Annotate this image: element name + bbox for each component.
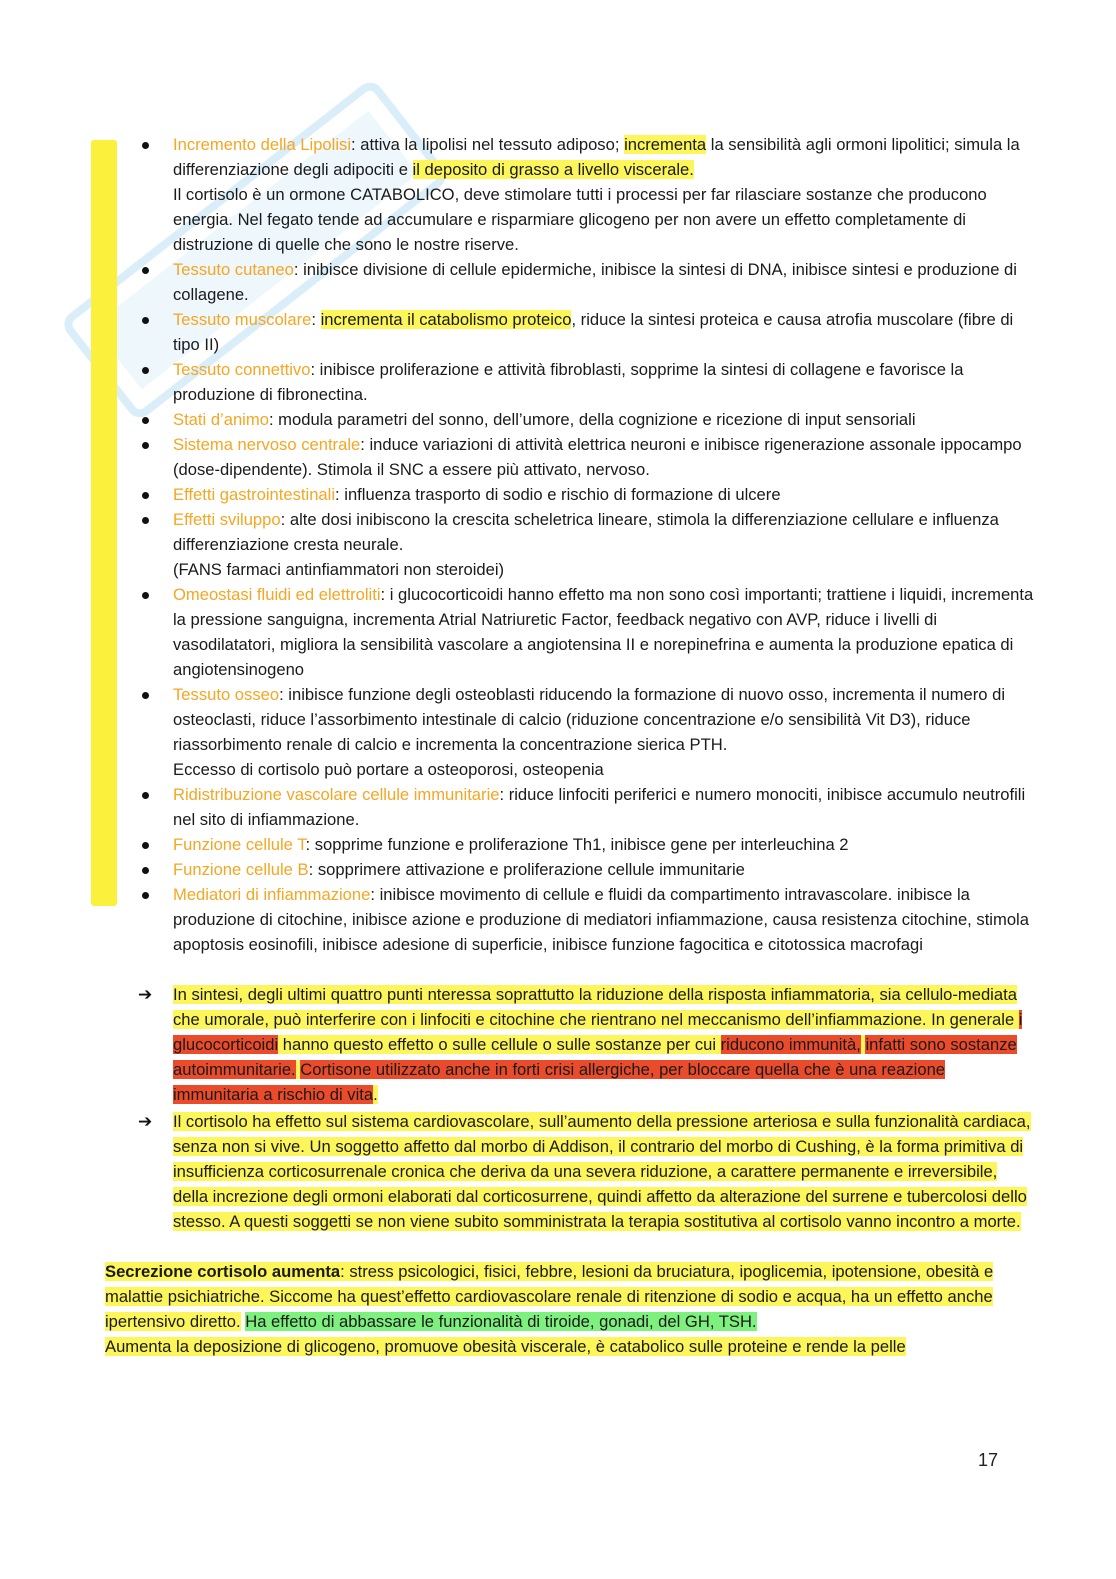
document-body xyxy=(105,132,1035,1376)
list-item: Tessuto osseo: inibisce funzione degli osteoblasti riducendo la formazione di nuovo osso, incrementa il numero di osteoclasti, riduce l’assorbimento intestinale di calcio (riduzione concentrazione e/o sensibilità Vit D3), riduce riassorbimento renale di calcio e incrementa la concentrazione sierica PTH. Eccesso di cortisolo può portare a osteoporosi, osteopenia xyxy=(105,682,1035,782)
list-item: Ridistribuzione vascolare cellule immunitarie: riduce linfociti periferici e numero monociti, inibisce accumulo neutrofili nel sito di infiammazione. xyxy=(105,782,1035,832)
arrow-icon: ➔ xyxy=(138,985,153,1004)
summary-item: ➔ In sintesi, degli ultimi quattro punti nteressa soprattutto la riduzione della risposta infiammatoria, sia cellulo-mediata che umorale, può interferire con i linfociti e citochine che rientrano nel meccanismo dell’infiammazione. In generale i glucocorticoidi hanno questo effetto o sulle cellule o sulle sostanze per cui riducono immunità, infatti sono sostanze autoimmunitarie. Cortisone utilizzato anche in forti crisi allergiche, per bloccare quella che è una reazione immunitaria a rischio di vita. xyxy=(105,982,1035,1107)
list-item: Effetti sviluppo: alte dosi inibiscono la crescita scheletrica lineare, stimola la differenziazione cellulare e influenza differenziazione cresta neurale. (FANS farmaci antinfiammatori non steroidei) xyxy=(105,507,1035,582)
list-item: Tessuto muscolare: incrementa il catabolismo proteico, riduce la sintesi proteica e causa atrofia muscolare (fibre di tipo II) xyxy=(105,307,1035,357)
list-item: Mediatori di infiammazione: inibisce movimento di cellule e fluidi da compartimento intravascolare. inibisce la produzione di citochine, inibisce azione e produzione di mediatori infiammazione, causa resistenza citochine, stimola apoptosis eosinofili, inibisce adesione di superficie, inibisce funzione fagocitica e citotossica macrofagi xyxy=(105,882,1035,957)
arrow-icon: ➔ xyxy=(138,1112,153,1131)
list-item: Effetti gastrointestinali: influenza trasporto di sodio e rischio di formazione di ulcere xyxy=(105,482,1035,507)
list-item: Tessuto connettivo: inibisce proliferazione e attività fibroblasti, sopprime la sintesi di collagene e favorisce la produzione di fibronectina. xyxy=(105,357,1035,407)
list-item: Stati d’animo: modula parametri del sonno, dell’umore, della cognizione e ricezione di input sensoriali xyxy=(105,407,1035,432)
page-number: 17 xyxy=(978,1450,999,1470)
list-item: Funzione cellule B: sopprimere attivazione e proliferazione cellule immunitarie xyxy=(105,857,1035,882)
list-item: Sistema nervoso centrale: induce variazioni di attività elettrica neuroni e inibisce rigenerazione assonale ippocampo (dose-dipendente). Stimola il SNC a essere più attivato, nervoso. xyxy=(105,432,1035,482)
secretion-paragraph: Secrezione cortisolo aumenta: stress psicologici, fisici, febbre, lesioni da bruciatura, ipoglicemia, ipotensione, obesità e malattie psichiatriche. Siccome ha quest’effetto cardiovascolare renale di ritenzione di sodio e acqua, ha un effetto anche ipertensivo diretto. Ha effetto di abbassare le funzionalità di tiroide, gonadi, del GH, TSH. Aumenta la deposizione di glicogeno, promuove obesità viscerale, è catabolico sulle proteine e rende la pelle xyxy=(105,1262,994,1356)
section-heading: Secrezione cortisolo aumenta xyxy=(105,1262,341,1281)
list-item: Funzione cellule T: sopprime funzione e proliferazione Th1, inibisce gene per interleuchina 2 xyxy=(105,832,1035,857)
list-item: Incremento della Lipolisi: attiva la lipolisi nel tessuto adiposo; incrementa la sensibilità agli ormoni lipolitici; simula la differenziazione degli adipociti e il deposito di grasso a livello viscerale. Il cortisolo è un ormone CATABOLICO, deve stimolare tutti i processi per far rilasciare sostanze che producono energia. Nel fegato tende ad accumulare e risparmiare glicogeno per non avere un effetto completamente di distruzione di quelle che sono le nostre riserve. xyxy=(105,132,1035,257)
summary-item: ➔ Il cortisolo ha effetto sul sistema cardiovascolare, sull’aumento della pressione arteriosa e sulla funzionalità cardiaca, senza non si vive. Un soggetto affetto dal morbo di Addison, il contrario del morbo di Cushing, è la forma primitiva di insufficienza corticosurrenale cronica che deriva da una severa riduzione, a carattere permanente e irreversibile, della increzione degli ormoni elaborati dal corticosurrene, quindi affetto da alterazione del surrene e tubercolosi dello stesso. A questi soggetti se non viene subito somministrata la terapia sostitutiva al cortisolo vanno incontro a morte. xyxy=(105,1109,1035,1234)
list-item: Tessuto cutaneo: inibisce divisione di cellule epidermiche, inibisce la sintesi di DNA, inibisce sintesi e produzione di collagene. xyxy=(105,257,1035,307)
summary-list xyxy=(105,982,1035,1234)
list-item: Omeostasi fluidi ed elettroliti: i glucocorticoidi hanno effetto ma non sono così importanti; trattiene i liquidi, incrementa la pressione sanguigna, incrementa Atrial Natriuretic Factor, feedback negativo con AVP, riduce i livelli di vasodilatatori, migliora la sensibilità vascolare a angiotensina II e norepinefrina e aumenta la produzione epatica di angiotensinogeno xyxy=(105,582,1035,682)
effects-list xyxy=(105,132,1035,957)
